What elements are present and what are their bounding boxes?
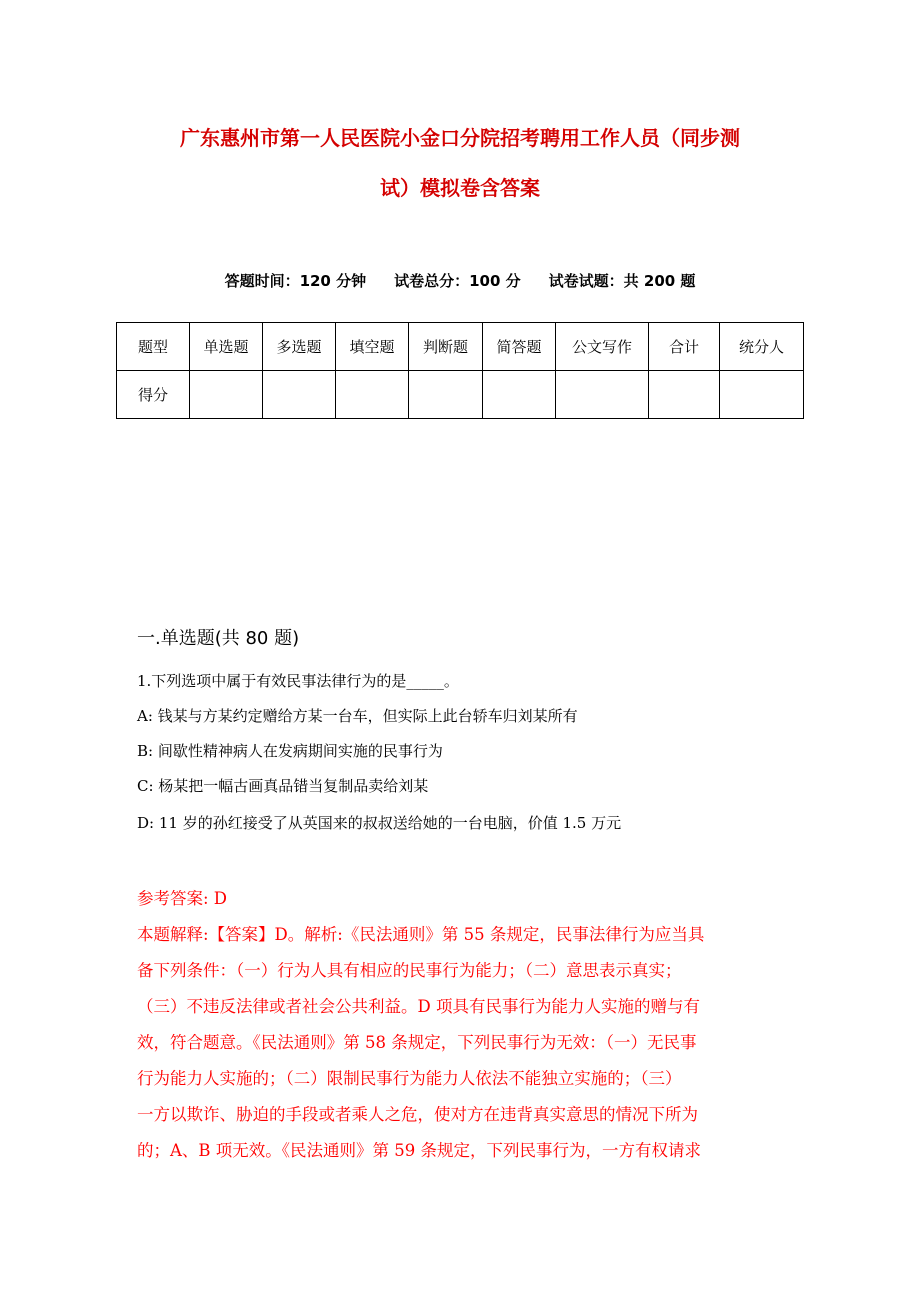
header-cell: 多选题 xyxy=(263,323,336,371)
score-table xyxy=(116,322,804,419)
score-cell xyxy=(190,371,263,419)
score-cell xyxy=(336,371,409,419)
score-cell xyxy=(409,371,483,419)
score-cell xyxy=(483,371,556,419)
header-cell: 填空题 xyxy=(336,323,409,371)
header-cell: 题型 xyxy=(117,323,190,371)
option-b: B: 间歇性精神病人在发病期间实施的民事行为 xyxy=(137,742,443,760)
explanation-line: （三）不违反法律或者社会公共利益。D 项具有民事行为能力人实施的赠与有 xyxy=(137,997,700,1016)
section-heading: 一.单选题(共 80 题) xyxy=(137,628,300,649)
score-cell xyxy=(720,371,804,419)
explanation-line: 的；A、B 项无效。《民法通则》第 59 条规定，下列民事行为，一方有权请求 xyxy=(137,1141,702,1160)
title-line-1: 广东惠州市第一人民医院小金口分院招考聘用工作人员（同步测 xyxy=(180,126,740,150)
exam-total: 试卷总分：100 分 xyxy=(394,272,521,290)
exam-info xyxy=(0,270,920,291)
answer: 参考答案: D xyxy=(137,889,228,908)
option-c: C: 杨某把一幅古画真品错当复制品卖给刘某 xyxy=(137,777,429,795)
header-cell: 合计 xyxy=(649,323,720,371)
title-line-2: 试）模拟卷含答案 xyxy=(380,176,540,200)
explanation-line: 一方以欺诈、胁迫的手段或者乘人之危，使对方在违背真实意思的情况下所为 xyxy=(137,1105,698,1124)
explanation-line: 备下列条件：（一）行为人具有相应的民事行为能力；（二）意思表示真实； xyxy=(137,961,682,980)
score-cell xyxy=(263,371,336,419)
exam-count: 试卷试题：共 200 题 xyxy=(548,272,696,290)
explanation-line: 效，符合题意。《民法通则》第 58 条规定，下列民事行为无效：（一）无民事 xyxy=(137,1033,697,1052)
score-cell xyxy=(556,371,649,419)
score-cell xyxy=(649,371,720,419)
option-d: D: 11 岁的孙红接受了从英国来的叔叔送给她的一台电脑，价值 1.5 万元 xyxy=(137,814,622,832)
header-cell: 公文写作 xyxy=(556,323,649,371)
question-stem: 1.下列选项中属于有效民事法律行为的是_____。 xyxy=(137,672,459,690)
header-cell: 统分人 xyxy=(720,323,804,371)
header-cell: 判断题 xyxy=(409,323,483,371)
row-label: 得分 xyxy=(117,371,190,419)
explanation-line: 行为能力人实施的；（二）限制民事行为能力人依法不能独立实施的；（三） xyxy=(137,1069,682,1088)
option-a: A: 钱某与方某约定赠给方某一台车，但实际上此台轿车归刘某所有 xyxy=(137,707,578,725)
exam-time: 答题时间：120 分钟 xyxy=(224,272,367,290)
explanation-line: 本题解释:【答案】D。解析:《民法通则》第 55 条规定，民事法律行为应当具 xyxy=(137,925,705,944)
header-cell: 简答题 xyxy=(483,323,556,371)
header-cell: 单选题 xyxy=(190,323,263,371)
